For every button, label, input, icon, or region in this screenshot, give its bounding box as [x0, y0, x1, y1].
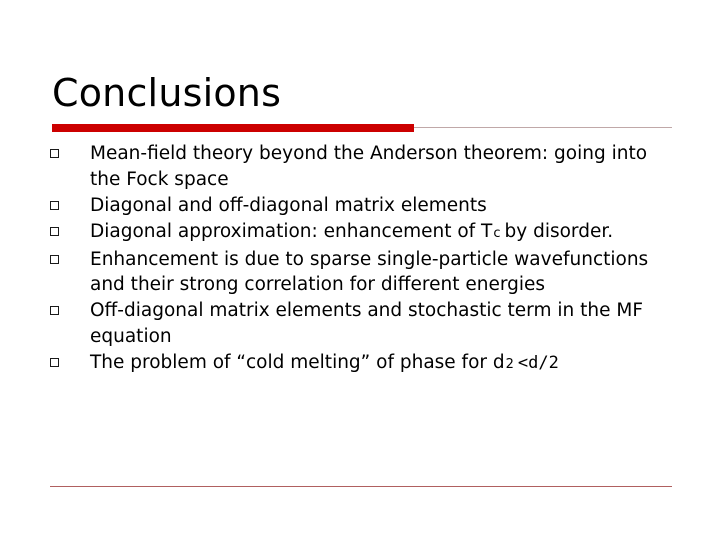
slide-title: Conclusions	[52, 71, 282, 115]
bullet-text: Enhancement is due to sparse single-particle wavefunctions and their strong correlation for different energies	[90, 248, 649, 295]
hollow-square-bullet-icon	[50, 201, 59, 210]
bullet-item	[50, 247, 670, 298]
footer-divider-line	[50, 486, 672, 487]
title-divider-line	[414, 127, 672, 128]
bullet-text-start: The problem of “cold melting” of phase for d	[90, 351, 505, 373]
bullet-text: Mean-field theory beyond the Anderson theorem: going into the Fock space	[90, 143, 648, 190]
hollow-square-bullet-icon	[50, 227, 59, 236]
tc-subscript: c	[493, 225, 501, 241]
bullet-item	[50, 298, 670, 349]
bullet-text-end: by disorder.	[504, 220, 614, 242]
bullet-item	[50, 219, 670, 247]
hollow-square-bullet-icon	[50, 149, 59, 158]
bullet-text: Off-diagonal matrix elements and stochastic term in the MF equation	[90, 300, 643, 347]
bullet-text-end: <d/2	[517, 352, 559, 373]
bullet-item	[50, 350, 670, 378]
d-subscript: 2	[505, 356, 514, 372]
bullet-list	[50, 141, 670, 378]
bullet-item	[50, 193, 670, 219]
hollow-square-bullet-icon	[50, 255, 59, 264]
bullet-text: Diagonal and off-diagonal matrix elements	[90, 194, 487, 216]
hollow-square-bullet-icon	[50, 306, 59, 315]
title-accent-bar	[52, 124, 414, 132]
bullet-item	[50, 141, 670, 192]
hollow-square-bullet-icon	[50, 358, 59, 367]
bullet-text-start: Diagonal approximation: enhancement of T	[90, 220, 493, 242]
